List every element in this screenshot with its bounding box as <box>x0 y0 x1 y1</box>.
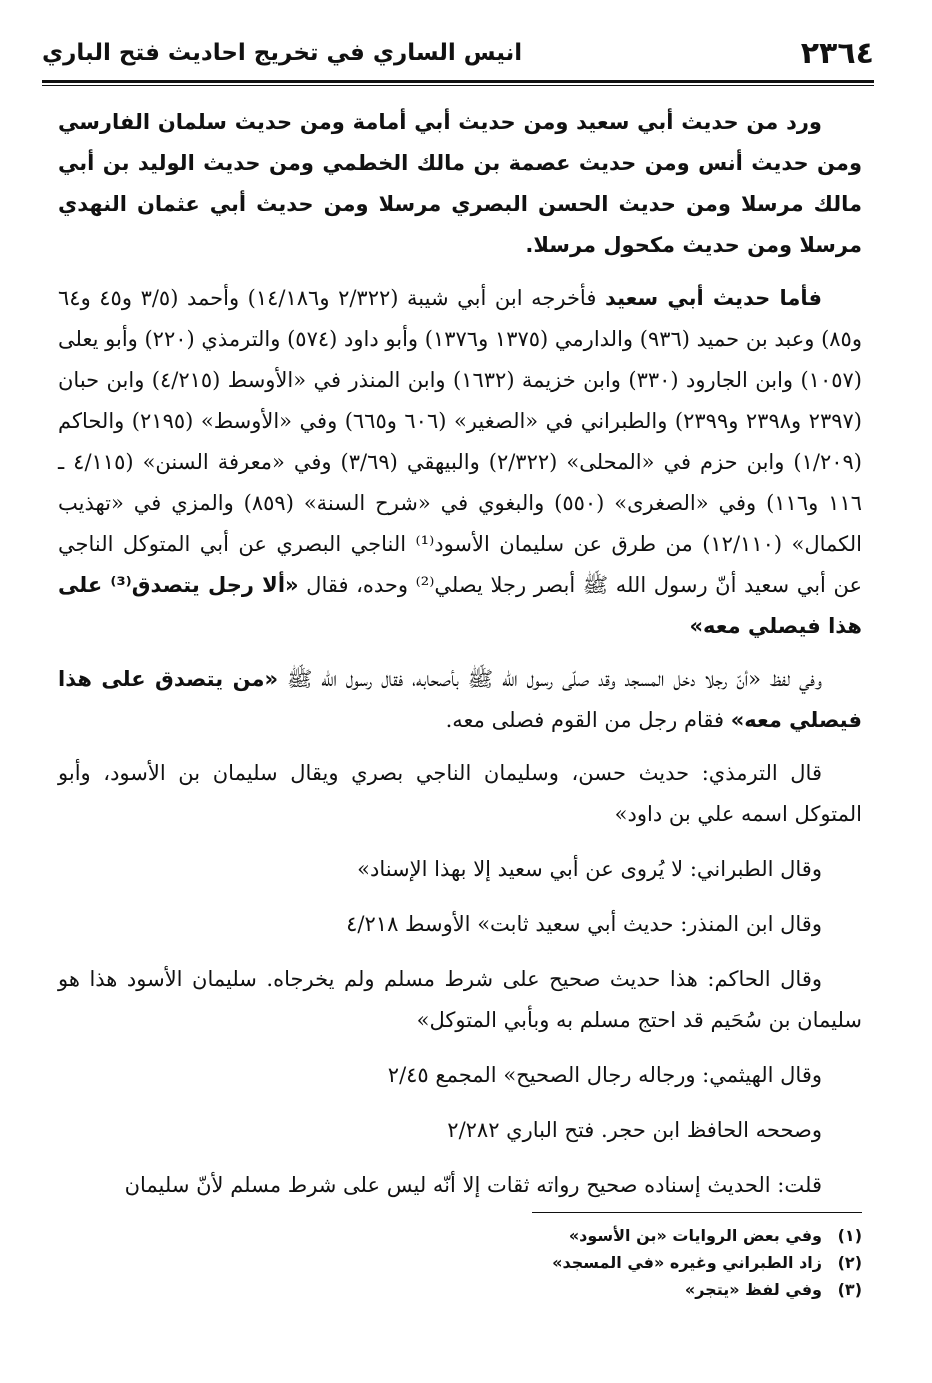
footnote-rule <box>532 1212 862 1213</box>
variant-end: فقام رجل من القوم فصلى معه. <box>445 708 731 732</box>
main-text <box>58 102 862 1220</box>
intro-paragraph: ورد من حديث أبي سعيد ومن حديث أبي أمامة ومن حديث سلمان الفارسي ومن حديث أنس ومن حديث عصمة بن مالك الخطمي ومن حديث الوليد بن أبي مالك مرسلا ومن حديث الحسن البصري مرسلا ومن حديث أبي عثمان النهدي مرسلا ومن حديث مكحول مرسلا. <box>58 110 862 257</box>
footnote-number: (١) <box>837 1226 862 1245</box>
haythami-comment: وقال الهيثمي: ورجاله رجال الصحيح» المجمع ٢/٤٥ <box>387 1063 822 1087</box>
author-comment: قلت: الحديث إسناده صحيح رواته ثقات إلا أنّه ليس على شرط مسلم لأنّ سليمان <box>124 1173 822 1197</box>
hadith-quote: «ألا رجل يتصدق⁽³⁾ على هذا فيصلي معه» <box>58 573 862 638</box>
footnote-2 <box>58 1249 862 1276</box>
variant-paragraph <box>58 659 862 741</box>
ibn-mundhir-comment: وقال ابن المنذر: حديث أبي سعيد ثابت» الأوسط ٤/٢١٨ <box>346 912 822 936</box>
tabarani-comment: وقال الطبراني: لا يُروى عن أبي سعيد إلا بهذا الإسناد» <box>357 857 822 881</box>
hakim-comment: وقال الحاكم: هذا حديث صحيح على شرط مسلم ولم يخرجاه. سليمان الأسود هذا هو سليمان بن سُحَيم قد احتج مسلم به وبأبي المتوكل» <box>58 967 862 1032</box>
footnote-3 <box>58 1276 862 1303</box>
running-header <box>42 28 874 78</box>
section-lead: فأما حديث أبي سعيد <box>604 286 822 310</box>
header-rule <box>42 80 874 86</box>
tirmidhi-comment: قال الترمذي: حديث حسن، وسليمان الناجي بصري ويقال سليمان بن الأسود، وأبو المتوكل اسمه علي بن داود» <box>58 761 862 826</box>
footnote-1 <box>58 1222 862 1249</box>
variant-text: وفي لفظ «أنّ رجلا دخل المسجد وقد صلّى رسول الله ﷺ بأصحابه، فقال رسول الله ﷺ <box>278 667 822 691</box>
footnote-number: (٣) <box>837 1280 862 1299</box>
footnotes <box>58 1222 862 1303</box>
page-number: ٢٣٦٤ <box>800 35 874 71</box>
footnote-text: زاد الطبراني وغيره «في المسجد» <box>552 1253 822 1272</box>
variant-quote: «من يتصدق على هذا فيصلي معه» <box>58 667 862 732</box>
footnote-text: وفي بعض الروايات «بن الأسود» <box>568 1226 822 1245</box>
footnote-number: (٢) <box>837 1253 862 1272</box>
takhrij-text: فأخرجه ابن أبي شيبة (٢/٣٢٢ و١٤/١٨٦) وأحمد (٣/٥ و٤٥ و٦٤ و٨٥) وعبد بن حميد (٩٣٦) والدارمي (١٣٧٥ و١٣٧٦) وأبو داود (٥٧٤) والترمذي (٢٢٠) وأبو يعلى (١٠٥٧) وابن الجارود (٣٣٠) وابن خزيمة (١٦٣٢) وابن المنذر في «الأوسط (٤/٢١٥) وابن حبان (٢٣٩٧ و٢٣٩٨ و٢٣٩٩) والطبراني في «الصغير» (٦٠٦ و٦٦٥) وفي «الأوسط» (٢١٩٥) والحاكم (١/٢٠٩) وابن حزم في «المحلى» (٢/٣٢٢) والبيهقي (٣/٦٩) وفي «معرفة السنن» (٤/١١٥ ـ ١١٦ و١١٦) وفي «الصغرى» (٥٥٠) والبغوي في «شرح السنة» (٨٥٩) والمزي في «تهذيب الكمال» (١٢/١١٠) من طرق عن سليمان الأسود⁽¹⁾ الناجي البصري عن أبي المتوكل الناجي عن أبي سعيد أنّ رسول الله ﷺ أبصر رجلا يصلي⁽²⁾ وحده، فقال <box>58 286 863 597</box>
ibn-hajar-comment: وصححه الحافظ ابن حجر. فتح الباري ٢/٢٨٢ <box>447 1118 822 1142</box>
footnote-text: وفي لفظ «يتجر» <box>684 1280 822 1299</box>
takhrij-paragraph <box>58 278 862 647</box>
running-title: انيس الساري في تخريج احاديث فتح الباري <box>42 40 523 66</box>
